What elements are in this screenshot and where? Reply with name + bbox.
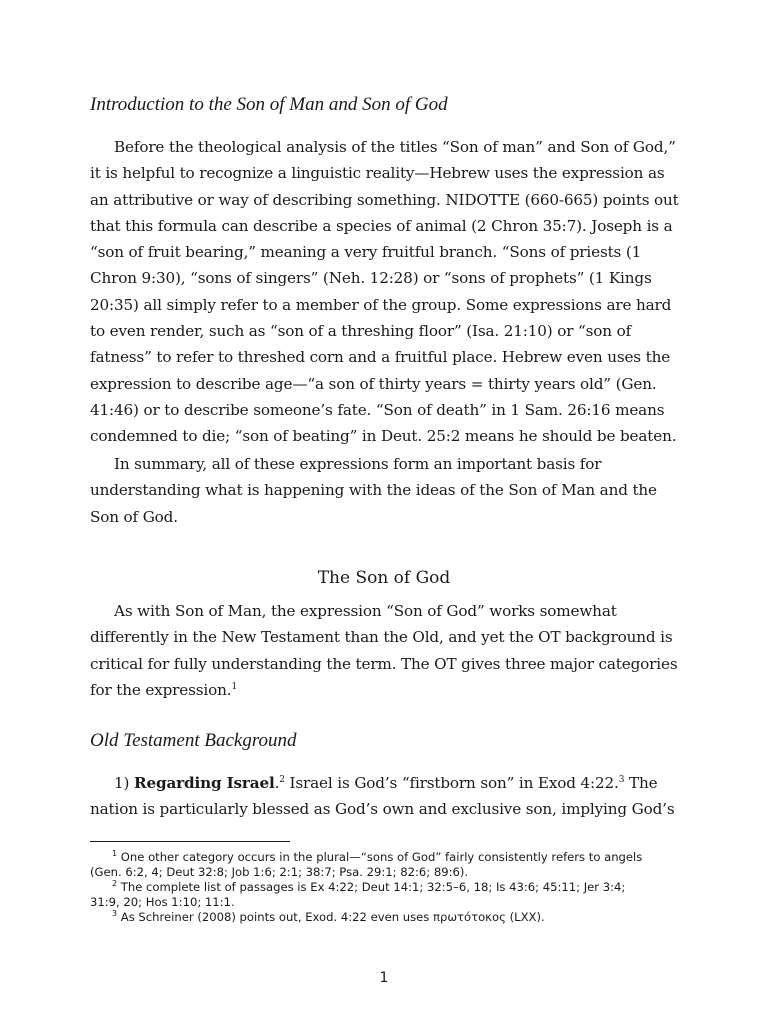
- footnote-ref-3[interactable]: 3: [618, 774, 625, 785]
- footnote-3-number: 3: [112, 909, 118, 919]
- israel-label-period: .: [274, 774, 280, 792]
- israel-text-a: Israel is God’s “firstborn son” in Exod 4:22.: [284, 774, 619, 792]
- footnote-3: [90, 910, 650, 925]
- footnote-2-text: The complete list of passages is Ex 4:22; Deut 14:1; 32:5–6, 18; Is 43:6; 45:11; Jer 3:4; 31:9, 20; Hos 1:10; 11:1.: [90, 880, 626, 909]
- footnote-2: [90, 880, 650, 910]
- son-of-god-heading: The Son of God: [317, 568, 451, 588]
- ot-israel-paragraph: [90, 770, 680, 823]
- page-number: 1: [379, 970, 389, 986]
- footnote-1-number: 1: [112, 849, 118, 859]
- footnote-ref-2[interactable]: 2: [279, 774, 285, 785]
- intro-heading: Introduction to the Son of Man and Son of God: [90, 94, 448, 115]
- intro-paragraph-2: In summary, all of these expressions form an important basis for understanding what is happening with the ideas of the Son of Man and the Son of God.: [90, 455, 657, 526]
- footnotes: [90, 850, 650, 925]
- son-of-god-paragraph: [90, 598, 680, 703]
- son-of-god-paragraph-text: As with Son of Man, the expression “Son of God” works somewhat differently in the New Testament than the Old, and yet the OT background is critical for fully understanding the term. The OT gives three major categories for the expression.: [90, 602, 678, 699]
- ot-background-heading: Old Testament Background: [90, 730, 297, 751]
- israel-label: Regarding Israel: [133, 774, 275, 792]
- footnote-2-number: 2: [112, 879, 118, 889]
- footnote-3-text: As Schreiner (2008) points out, Exod. 4:22 even uses πρωτότοκος (LXX).: [117, 910, 545, 924]
- israel-text-b: The nation is particularly blessed as God’s own and exclusive son, implying God’s: [90, 774, 675, 819]
- footnote-1-text: One other category occurs in the plural—“sons of God” fairly consistently refers to angels (Gen. 6:2, 4; Deut 32:8; Job 1:6; 2:1; 38:7; Psa. 29:1; 82:6; 89:6).: [90, 850, 643, 879]
- footnote-divider: [90, 841, 290, 842]
- list-number: 1): [114, 774, 130, 792]
- footnote-ref-1[interactable]: 1: [231, 681, 238, 692]
- intro-paragraph-1: Before the theological analysis of the titles “Son of man” and Son of God,” it is helpful to recognize a linguistic reality—Hebrew uses the expression as an attributive or way of describing something. NIDOTTE (660-665) points out that this formula can describe a species of animal (2 Chron 35:7). Joseph is a “son of fruit bearing,” meaning a very fruitful branch. “Sons of priests (1 Chron 9:30), “sons of singers” (Neh. 12:28) or “sons of prophets” (1 Kings 20:35) all simply refer to a member of the group. Some expressions are hard to even render, such as “son of a threshing floor” (Isa. 21:10) or “son of fatness” to refer to threshed corn and a fruitful place. Hebrew even uses the expression to describe age—“a son of thirty years = thirty years old” (Gen. 41:46) or to describe someone’s fate. “Son of death” in 1 Sam. 26:16 means condemned to die; “son of beating” in Deut. 25:2 means he should be beaten.: [90, 138, 679, 446]
- footnote-1: [90, 850, 650, 880]
